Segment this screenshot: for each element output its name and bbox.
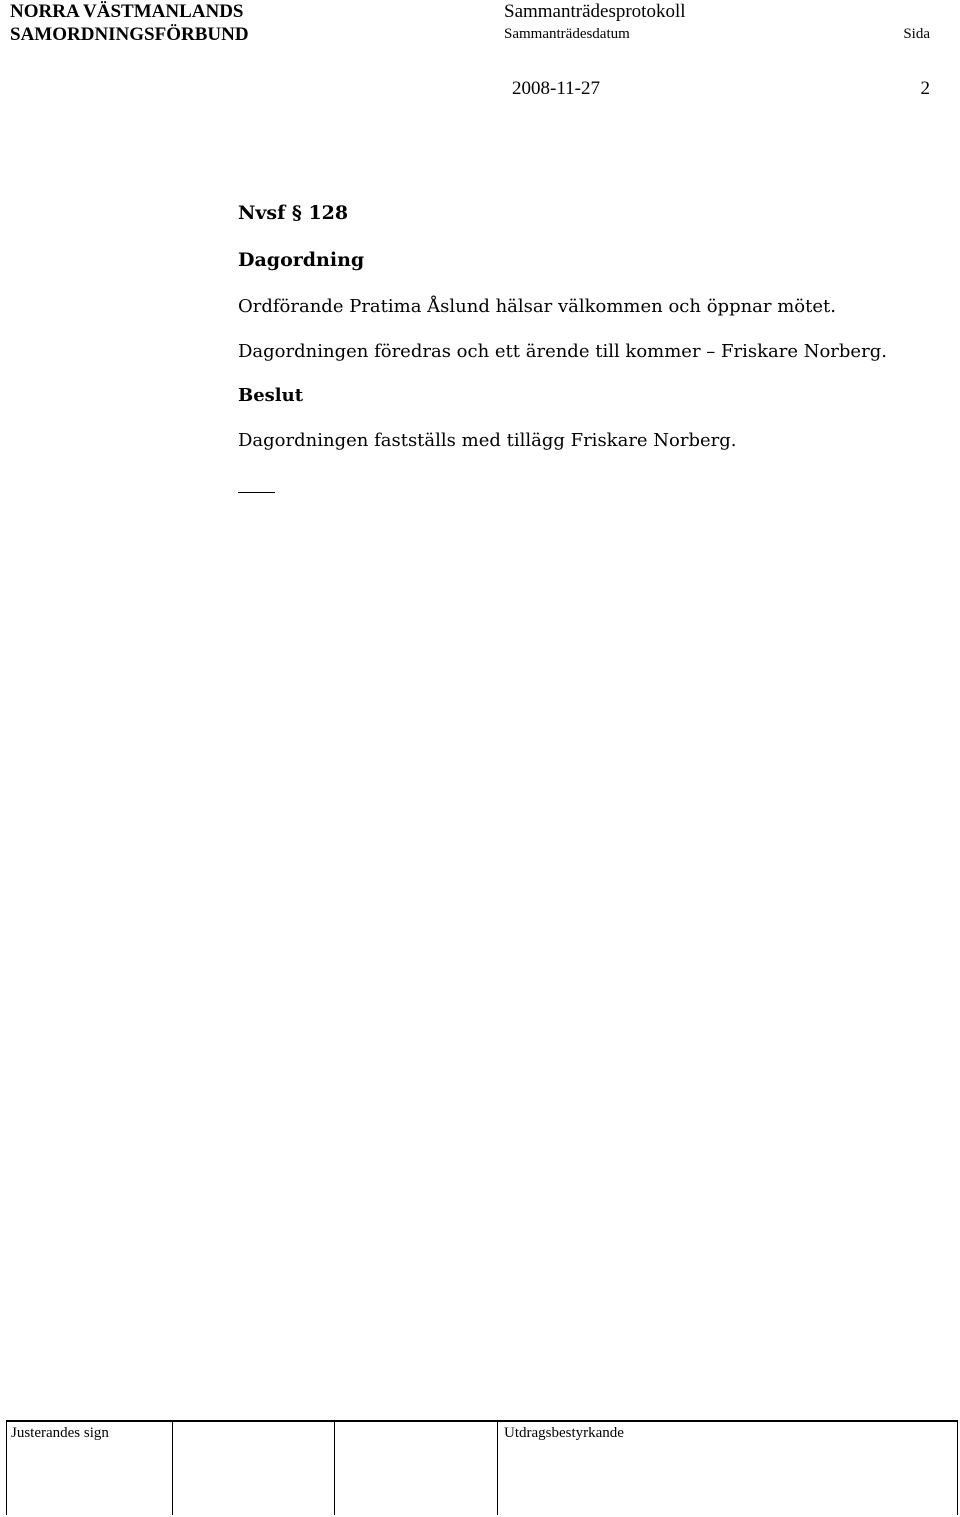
section-end-divider	[238, 492, 275, 493]
page-number-value: 2	[920, 78, 930, 99]
footer-divider-4	[497, 1420, 498, 1515]
footer-divider-2	[172, 1420, 173, 1515]
protocol-title: Sammanträdesprotokoll	[504, 1, 686, 22]
paragraph-opening: Ordförande Pratima Åslund hälsar välkommen och öppnar mötet.	[238, 296, 836, 317]
signature-label: Justerandes sign	[11, 1425, 109, 1441]
decision-text: Dagordningen fastställs med tillägg Friskare Norberg.	[238, 430, 737, 451]
section-heading: Dagordning	[238, 249, 365, 271]
footer-divider-5	[957, 1420, 958, 1515]
certification-label: Utdragsbestyrkande	[504, 1425, 624, 1441]
section-number: Nvsf § 128	[238, 202, 349, 224]
meeting-date-label: Sammanträdesdatum	[504, 26, 630, 42]
meeting-date-value: 2008-11-27	[512, 78, 600, 99]
page-number-label: Sida	[903, 26, 930, 42]
organization-name-line2: SAMORDNINGSFÖRBUND	[10, 24, 249, 45]
footer-divider-1	[6, 1420, 7, 1515]
decision-heading: Beslut	[238, 385, 304, 406]
footer-divider-3	[334, 1420, 335, 1515]
signature-footer	[6, 1420, 958, 1515]
organization-name-line1: NORRA VÄSTMANLANDS	[10, 1, 244, 22]
paragraph-agenda: Dagordningen föredras och ett ärende till kommer – Friskare Norberg.	[238, 341, 887, 362]
organization-name	[10, 0, 249, 46]
footer-top-border	[6, 1420, 958, 1422]
